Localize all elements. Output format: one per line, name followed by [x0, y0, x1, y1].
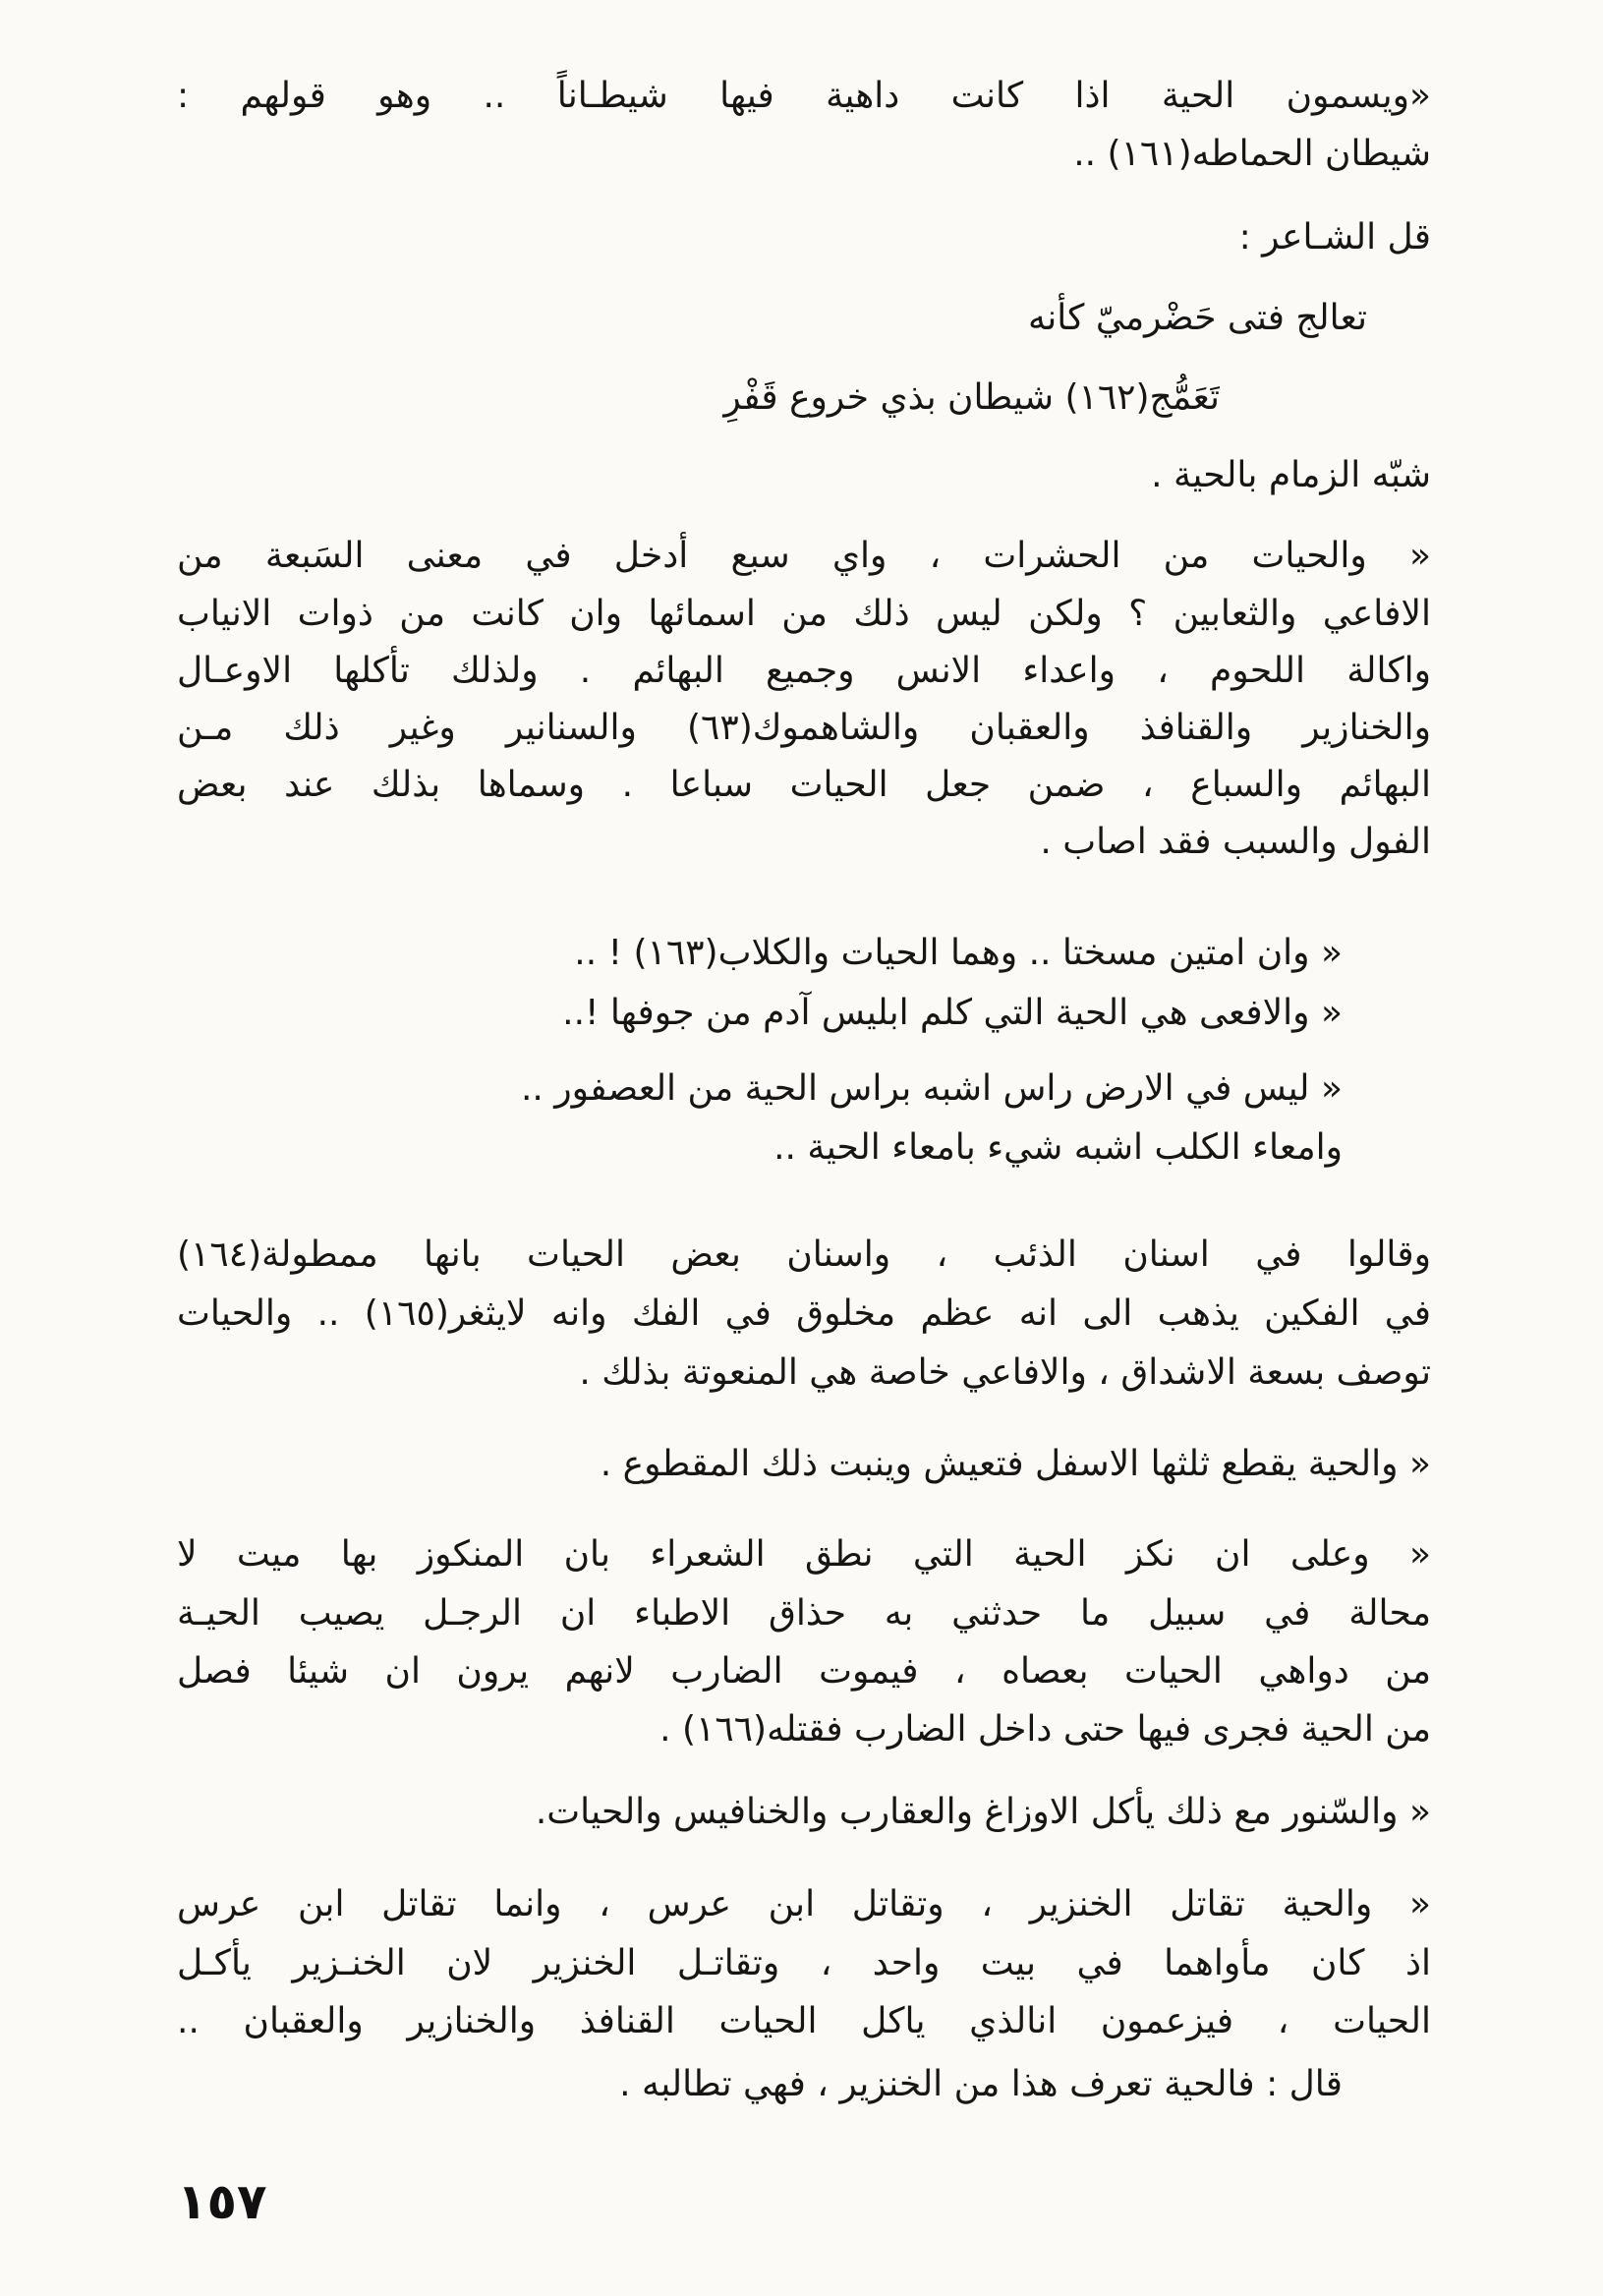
- text-line: « وان امتين مسختا .. وهما الحيات والكلاب(١٦٣) ! ..: [574, 933, 1343, 973]
- text-line: وامعاء الكلب اشبه شيء بامعاء الحية ..: [773, 1127, 1343, 1168]
- text-line: من دواهي الحيات بعصاه ، فيموت الضارب لانهم يرون ان شيئا فصل: [177, 1651, 1431, 1692]
- text-line: الفول والسبب فقد اصاب .: [1040, 822, 1431, 862]
- text-line: « والحيات من الحشرات ، واي سبع أدخل في معنى السَبعة من: [177, 536, 1431, 576]
- text-line: شبّه الزمام بالحية .: [1151, 455, 1431, 495]
- text-line: والخنازير والقنافذ والعقبان والشاهموك(٦٣) والسنانير وغير ذلك مـن: [177, 708, 1431, 748]
- text-line: « والحية يقطع ثلثها الاسفل فتعيش وينبت ذلك المقطوع .: [600, 1444, 1431, 1484]
- text-line: «ويسمون الحية اذا كانت داهية فيها شيطـاناً .. وهو قولهم :: [177, 76, 1431, 116]
- text-line: الافاعي والثعابين ؟ ولكن ليس ذلك من اسمائها وان كانت من ذوات الانياب: [177, 594, 1431, 634]
- text-line: من الحية فجرى فيها حتى داخل الضارب فقتله(١٦٦) .: [659, 1709, 1431, 1750]
- text-line: « ليس في الارض راس اشبه براس الحية من العصفور ..: [520, 1068, 1343, 1109]
- text-line: في الفكين يذهب الى انه عظم مخلوق في الفك وانه لايثغر(١٦٥) .. والحيات: [177, 1293, 1431, 1334]
- text-line: « وعلى ان نكز الحية التي نطق الشعراء بان المنكوز بها ميت لا: [177, 1534, 1431, 1575]
- text-line: قال : فالحية تعرف هذا من الخنزير ، فهي تطالبه .: [619, 2064, 1343, 2104]
- text-line: شيطان الحماطه(١٦١) ..: [1073, 134, 1431, 174]
- text-line: البهائم والسباع ، ضمن جعل الحيات سباعا . وسماها بذلك عند بعض: [177, 765, 1431, 805]
- verse-second-hemistich: تَعَمُّج(١٦٢) شيطان بذي خروع قَفْرِ: [723, 377, 1220, 418]
- text-line: اذ كان مأواهما في بيت واحد ، وتقاتـل الخنزير لان الخنـزير يأكـل: [177, 1943, 1431, 1983]
- page-number: ١٥٧: [177, 2173, 267, 2230]
- text-line: محالة في سبيل ما حدثني به حذاق الاطباء ان الرجـل يصيب الحيـة: [177, 1593, 1431, 1634]
- text-line: وقالوا في اسنان الذئب ، واسنان بعض الحيات بانها ممطولة(١٦٤): [177, 1234, 1431, 1275]
- text-line: « والافعى هي الحية التي كلم ابليس آدم من جوفها !..: [562, 993, 1343, 1033]
- text-line: « والسّنور مع ذلك يأكل الاوزاغ والعقارب والخنافيس والحيات.: [535, 1792, 1431, 1832]
- text-line: توصف بسعة الاشداق ، والافاعي خاصة هي المنعوتة بذلك .: [579, 1352, 1431, 1393]
- text-line: قل الشـاعر :: [1238, 217, 1431, 258]
- text-line: « والحية تقاتل الخنزير ، وتقاتل ابن عرس ، وانما تقاتل ابن عرس: [177, 1884, 1431, 1924]
- text-line: واكالة اللحوم ، واعداء الانس وجميع البهائم . ولذلك تأكلها الاوعـال: [177, 651, 1431, 691]
- verse-first-hemistich: تعالج فتى حَضْرميّ كأنه: [1027, 298, 1367, 338]
- text-line: الحيات ، فيزعمون انالذي ياكل الحيات القنافذ والخنازير والعقبان ..: [177, 2001, 1431, 2041]
